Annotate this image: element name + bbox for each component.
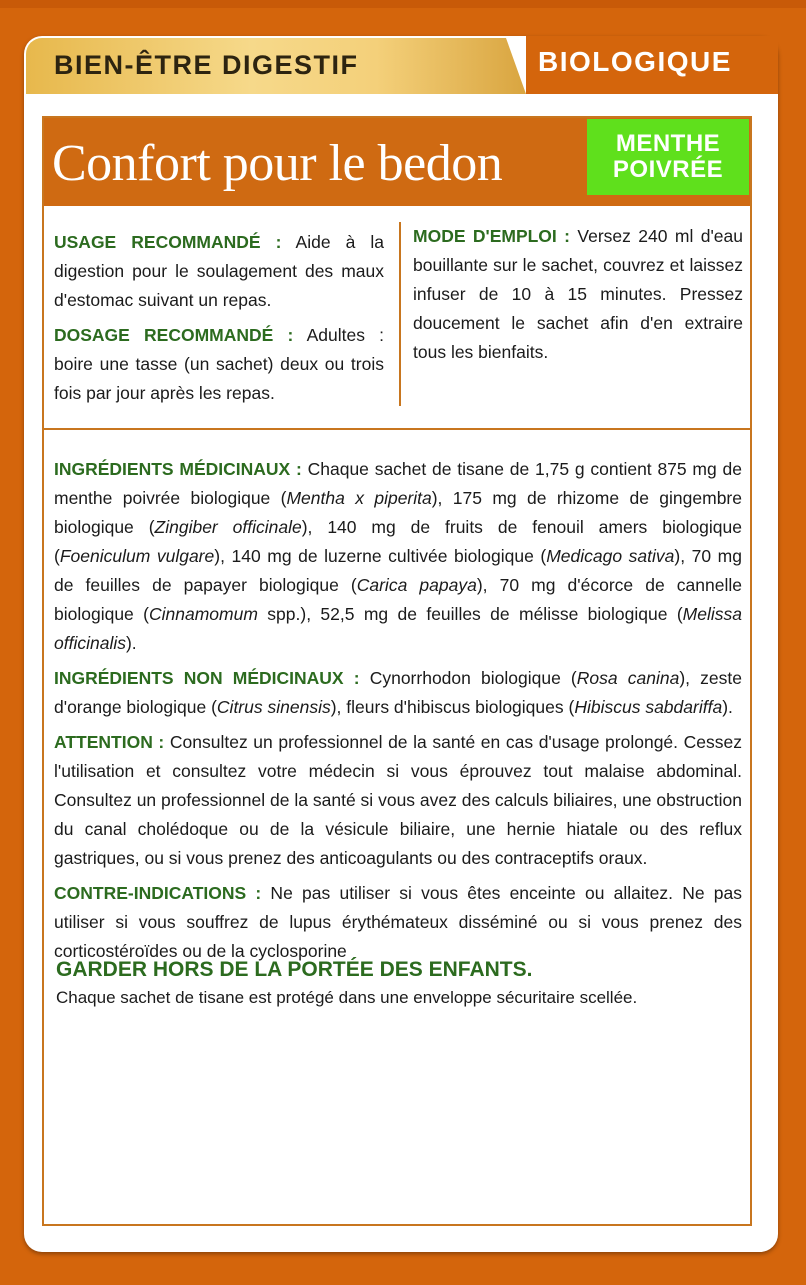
contraindications-text: Ne pas utiliser si vous êtes enceinte ou allaitez. Ne pas utiliser si vous souffrez de lupus érythémateux disséminé ou si vous prenez des corticostéroïdes ou de la cyclosporine [54, 883, 742, 961]
dosage-paragraph [54, 321, 384, 408]
medicinal-text: ), 140 mg de fruits de fenouil amers biologique ( [54, 517, 743, 566]
dosage-label: DOSAGE RECOMMANDÉ : [54, 325, 294, 345]
latin-name: Melissa officinalis [54, 604, 742, 653]
directions-column [413, 222, 743, 367]
medicinal-text: ), 140 mg de luzerne cultivée biologique ( [214, 546, 547, 566]
directions-label: MODE D'EMPLOI : [413, 226, 570, 246]
non-medicinal-label: INGRÉDIENTS NON MÉDICINAUX : [54, 668, 360, 688]
usage-text: Aide à la digestion pour le soulagement des maux d'estomac suivant un repas. [54, 232, 384, 310]
attention-paragraph [54, 728, 742, 873]
latin-name: Citrus sinensis [216, 697, 331, 717]
medicinal-text: ), 70 mg d'écorce de cannelle biologique ( [54, 575, 742, 624]
latin-name: Hibiscus sabdariffa [574, 697, 723, 717]
column-divider [399, 222, 401, 406]
latin-name: Mentha x piperita [286, 488, 432, 508]
flavor-line-2: POIVRÉE [612, 156, 724, 183]
medicinal-text: ). [125, 633, 137, 653]
non-medicinal-text: Cynorrhodon biologique ( [359, 668, 577, 688]
directions-text: Versez 240 ml d'eau bouillante sur le sachet, couvrez et laissez infuser de 10 à 15 minutes. Pressez doucement le sachet afin d'en extraire tous les bienfaits. [413, 226, 743, 362]
latin-name: Foeniculum vulgare [59, 546, 215, 566]
non-medicinal-text: ), fleurs d'hibiscus biologiques ( [330, 697, 575, 717]
attention-text: Consultez un professionnel de la santé en cas d'usage prolongé. Cessez l'utilisation et consultez votre médecin si vous éprouvez tout malaise abdominal. Consultez un professionnel de la santé si vous avez des calculs biliaires, une obstruction du canal cholédoque ou de la vésicule biliaire, une hernie hiatale ou des reflux gastriques, ou si vous prenez des anticoagulants ou des contraceptifs oraux. [54, 732, 742, 868]
product-title: Confort pour le bedon [52, 135, 503, 192]
top-edge [0, 0, 806, 8]
latin-name: Zingiber officinale [154, 517, 302, 537]
category-label: BIEN-ÊTRE DIGESTIF [54, 50, 359, 80]
directions-paragraph [413, 222, 743, 367]
medicinal-text: ), 175 mg de rhizome de gingembre biologique ( [54, 488, 742, 537]
ingredients-and-warnings [54, 455, 742, 972]
usage-label: USAGE RECOMMANDÉ : [54, 232, 282, 252]
latin-name: Carica papaya [356, 575, 477, 595]
section-divider [44, 428, 750, 430]
usage-paragraph [54, 228, 384, 315]
medicinal-text: spp.), 52,5 mg de feuilles de mélisse biologique ( [257, 604, 683, 624]
child-warning-heading: GARDER HORS DE LA PORTÉE DES ENFANTS. [56, 958, 533, 981]
flavor-line-1: MENTHE [615, 130, 721, 157]
flavor-badge [587, 119, 749, 195]
medicinal-ingredients [54, 455, 742, 658]
usage-dosage-column [54, 228, 384, 408]
child-warning-note: Chaque sachet de tisane est protégé dans une enveloppe sécuritaire scellée. [56, 988, 638, 1007]
attention-label: ATTENTION : [54, 732, 165, 752]
contraindications-paragraph [54, 879, 742, 966]
latin-name: Cinnamomum [148, 604, 258, 624]
medicinal-text: ), 70 mg de feuilles de papayer biologique ( [54, 546, 742, 595]
dosage-text: Adultes : boire une tasse (un sachet) deux ou trois fois par jour après les repas. [54, 325, 384, 403]
organic-label: BIOLOGIQUE [538, 46, 732, 77]
non-medicinal-text: ). [722, 697, 733, 717]
latin-name: Rosa canina [576, 668, 680, 688]
medicinal-text: Chaque sachet de tisane de 1,75 g contient 875 mg de menthe poivrée biologique ( [54, 459, 742, 508]
latin-name: Medicago sativa [546, 546, 675, 566]
medicinal-label: INGRÉDIENTS MÉDICINAUX : [54, 459, 302, 479]
non-medicinal-ingredients [54, 664, 742, 722]
contraindications-label: CONTRE-INDICATIONS : [54, 883, 262, 903]
non-medicinal-text: ), zeste d'orange biologique ( [54, 668, 742, 717]
